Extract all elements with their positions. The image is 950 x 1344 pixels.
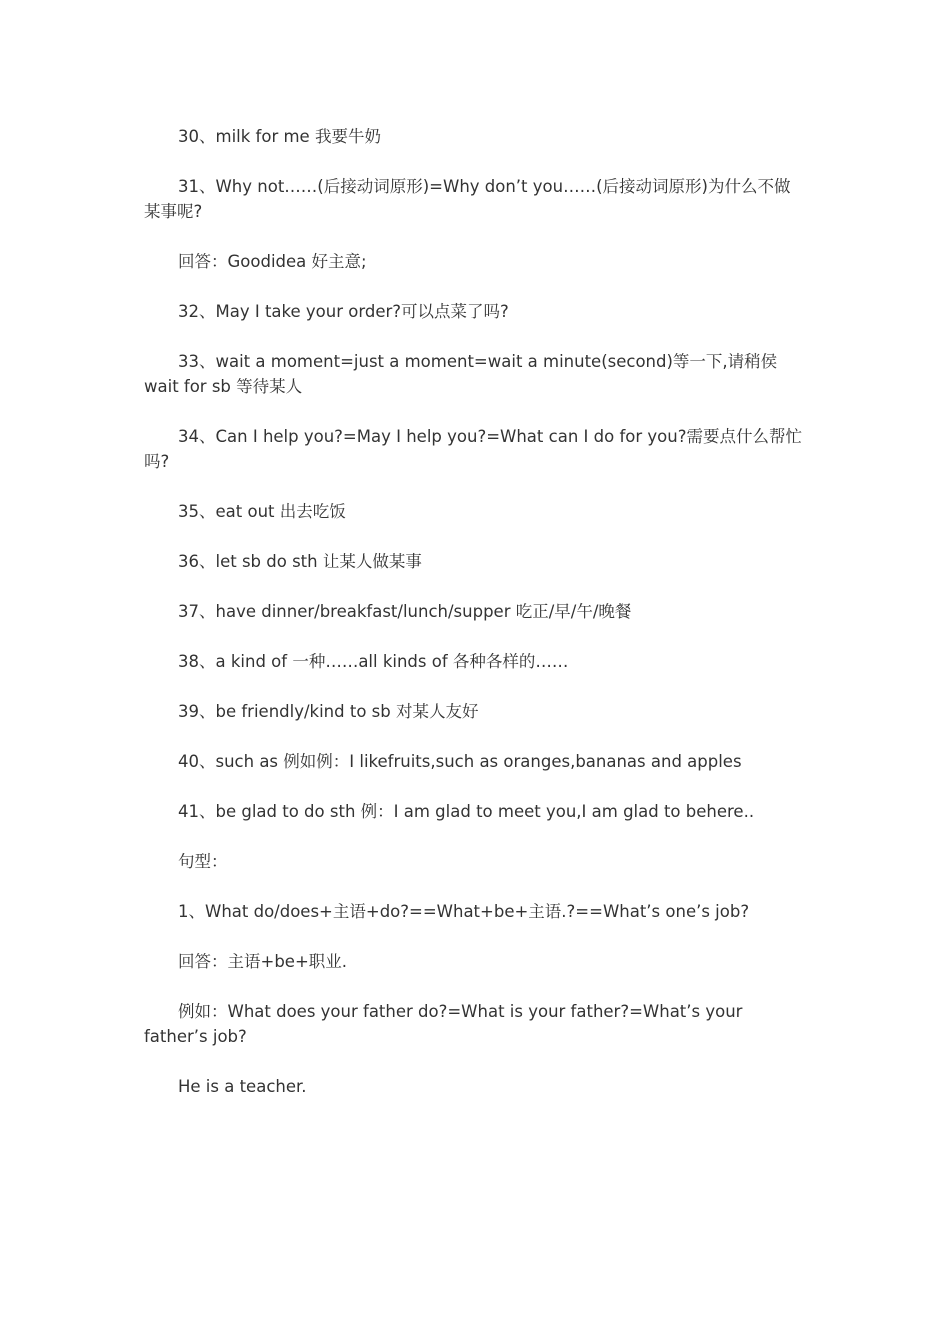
paragraph-35: 35、eat out 出去吃饭 bbox=[178, 502, 346, 521]
paragraph-41: 41、be glad to do sth 例：I am glad to meet you,I am glad to behere.. bbox=[178, 802, 755, 821]
paragraph-36: 36、let sb do sth 让某人做某事 bbox=[178, 552, 422, 571]
paragraph-40: 40、such as 例如例：I likefruits,such as oranges,bananas and apples bbox=[178, 752, 742, 771]
paragraph-31-answer: 回答：Goodidea 好主意; bbox=[178, 252, 367, 271]
paragraph-32: 32、May I take your order?可以点菜了吗? bbox=[178, 302, 509, 321]
paragraph-30: 30、milk for me 我要牛奶 bbox=[178, 127, 381, 146]
sentence-patterns-heading: 句型： bbox=[178, 852, 228, 871]
paragraph-39: 39、be friendly/kind to sb 对某人友好 bbox=[178, 702, 479, 721]
pattern-1: 1、What do/does+主语+do?==What+be+主语.?==What’s one’s job? bbox=[178, 902, 750, 921]
document-page bbox=[144, 124, 804, 1124]
paragraph-31: 31、Why not……(后接动词原形)=Why don’t you……(后接动词原形)为什么不做某事呢? bbox=[144, 177, 791, 221]
pattern-1-example-answer: He is a teacher. bbox=[178, 1077, 307, 1096]
pattern-1-example: 例如：What does your father do?=What is your father?=What’s your father’s job? bbox=[144, 1002, 743, 1046]
paragraph-38: 38、a kind of 一种……all kinds of 各种各样的…… bbox=[178, 652, 569, 671]
paragraph-33: 33、wait a moment=just a moment=wait a minute(second)等一下,请稍侯 wait for sb 等待某人 bbox=[144, 352, 778, 396]
pattern-1-answer: 回答：主语+be+职业. bbox=[178, 952, 348, 971]
paragraph-37: 37、have dinner/breakfast/lunch/supper 吃正/早/午/晚餐 bbox=[178, 602, 632, 621]
paragraph-34: 34、Can I help you?=May I help you?=What can I do for you?需要点什么帮忙吗? bbox=[144, 427, 802, 471]
